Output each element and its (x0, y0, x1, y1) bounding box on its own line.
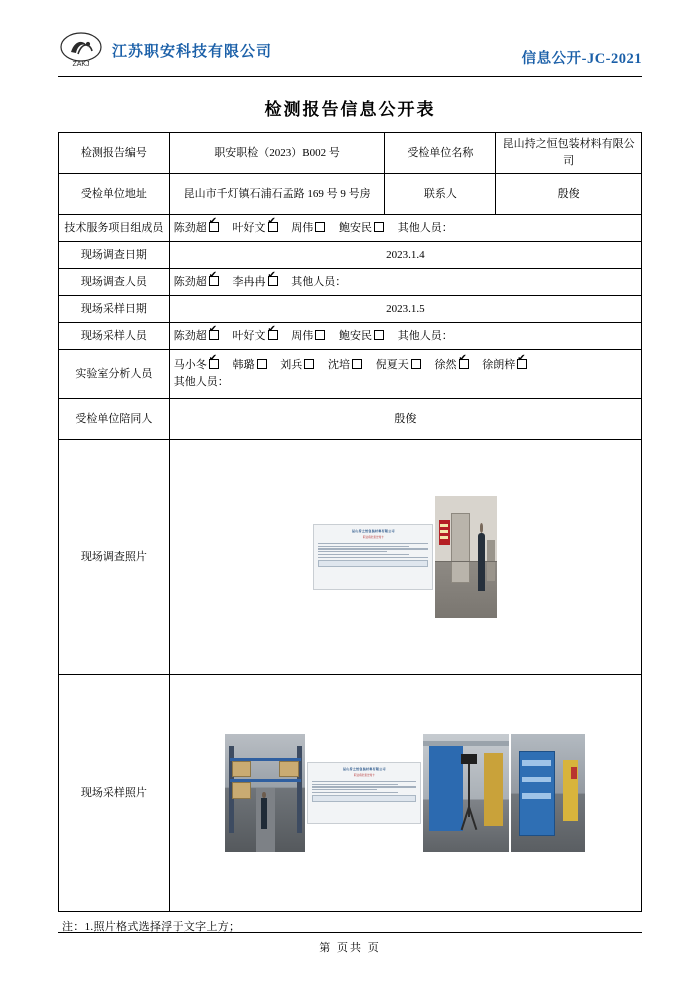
client-name-value: 昆山持之恒包装材料有限公司 (496, 133, 642, 174)
table-row (59, 133, 642, 174)
lab-staff-line-1 (174, 357, 637, 374)
lab-member: 倪夏天 (376, 357, 422, 374)
sampling-staff-cell (169, 323, 641, 350)
escort-value: 殷俊 (169, 399, 641, 440)
page-title: 检测报告信息公开表 (264, 100, 436, 119)
checkbox-unchecked[interactable] (411, 359, 421, 369)
team-member: 周伟 (291, 220, 326, 237)
company-name: 江苏职安科技有限公司 (112, 43, 273, 60)
table-note: 注：1.照片格式选择浮于文字上方； (62, 921, 241, 934)
checkbox-unchecked[interactable] (257, 359, 267, 369)
photo-notice-board: 昆山持之恒包装材料有限公司 职业病危害告知卡 (313, 524, 433, 590)
report-no-label: 检测报告编号 (59, 133, 170, 174)
table-row (59, 242, 642, 269)
team-members-cell (169, 215, 641, 242)
checkbox-checked[interactable] (209, 222, 219, 232)
sampling-photo-group (174, 678, 637, 908)
lab-member: 韩璐 (233, 357, 268, 374)
sampling-staff-member: 陈劲超 ✔ (174, 328, 220, 345)
checkbox-checked[interactable] (209, 359, 219, 369)
survey-date-value: 2023.1.4 (169, 242, 641, 269)
checkbox-unchecked[interactable] (374, 222, 384, 232)
page-number: 第 页共 页 (319, 942, 381, 954)
contact-label: 联系人 (385, 174, 496, 215)
footer-divider (58, 932, 642, 933)
lab-member: 刘兵 (280, 357, 315, 374)
table-row-survey-photo (59, 440, 642, 675)
table-row (59, 296, 642, 323)
checkbox-unchecked[interactable] (352, 359, 362, 369)
sampling-staff-member: 叶好文 ✔ (233, 328, 279, 345)
table-row (59, 399, 642, 440)
checkbox-unchecked[interactable] (304, 359, 314, 369)
report-no-value: 职安职检（2023）B002 号 (169, 133, 385, 174)
table-row (59, 174, 642, 215)
company-brand (58, 30, 272, 70)
table-row (59, 323, 642, 350)
survey-photo-label: 现场调查照片 (59, 440, 170, 675)
lab-member: 马小冬 ✔ (174, 357, 220, 374)
photo-notice-board-2: 昆山持之恒包装材料有限公司 职业病危害告知卡 (307, 762, 421, 824)
survey-staff-member: 李冉冉 ✔ (233, 274, 279, 291)
team-member: 陈劲超 ✔ (174, 220, 220, 237)
checkbox-checked[interactable] (209, 330, 219, 340)
sampling-photo-label: 现场采样照片 (59, 675, 170, 912)
lab-staff-others: 其他人员： (173, 376, 229, 389)
checkbox-checked[interactable] (517, 359, 527, 369)
contact-value: 殷俊 (496, 174, 642, 215)
sampling-photo-cell (169, 675, 641, 912)
sampling-staff-label: 现场采样人员 (59, 323, 170, 350)
photo-sampling-instrument (423, 734, 509, 852)
lab-member: 沈培 (328, 357, 363, 374)
checkbox-checked[interactable] (459, 359, 469, 369)
lab-staff-label: 实验室分析人员 (59, 350, 170, 399)
company-logo-icon (58, 30, 104, 70)
checkbox-checked[interactable] (268, 330, 278, 340)
checkbox-unchecked[interactable] (315, 330, 325, 340)
survey-photo-cell (169, 440, 641, 675)
page-footer (58, 932, 642, 955)
photo-equipment-panel (511, 734, 585, 852)
lab-member: 徐朗梓✔ (482, 357, 528, 374)
checkbox-unchecked[interactable] (374, 330, 384, 340)
survey-date-label: 现场调查日期 (59, 242, 170, 269)
svg-text:ZAKJ: ZAKJ (72, 61, 90, 68)
sampling-staff-member: 鲍安民 (339, 328, 385, 345)
info-table (58, 132, 642, 912)
survey-staff-others: 其他人员： (291, 275, 347, 288)
client-address-label: 受检单位地址 (59, 174, 170, 215)
team-label: 技术服务项目组成员 (59, 215, 170, 242)
lab-member: 徐然 ✔ (435, 357, 470, 374)
checkbox-checked[interactable] (209, 276, 219, 286)
photo-warehouse-aisle (225, 734, 305, 852)
escort-label: 受检单位陪同人 (59, 399, 170, 440)
survey-photo-group (174, 443, 637, 671)
checkbox-unchecked[interactable] (315, 222, 325, 232)
team-others-label: 其他人员： (397, 221, 453, 234)
survey-staff-cell (169, 269, 641, 296)
sampling-date-value: 2023.1.5 (169, 296, 641, 323)
table-row (59, 350, 642, 399)
survey-staff-label: 现场调查人员 (59, 269, 170, 296)
table-row (59, 269, 642, 296)
client-name-label: 受检单位名称 (385, 133, 496, 174)
client-address-value: 昆山市千灯镇石浦石孟路 169 号 9 号房 (169, 174, 385, 215)
table-row-sampling-photo (59, 675, 642, 912)
checkbox-checked[interactable] (268, 222, 278, 232)
page-header (58, 30, 642, 77)
team-member: 鲍安民 (339, 220, 385, 237)
lab-staff-cell (169, 350, 641, 399)
photo-site-survey (435, 496, 497, 618)
table-row (59, 215, 642, 242)
team-member: 叶好文 ✔ (233, 220, 279, 237)
checkbox-checked[interactable] (268, 276, 278, 286)
sampling-staff-member: 周伟 (291, 328, 326, 345)
document-code: 信息公开-JC-2021 (521, 51, 642, 67)
survey-staff-member: 陈劲超 ✔ (174, 274, 220, 291)
sampling-staff-others: 其他人员： (397, 329, 453, 342)
sampling-date-label: 现场采样日期 (59, 296, 170, 323)
